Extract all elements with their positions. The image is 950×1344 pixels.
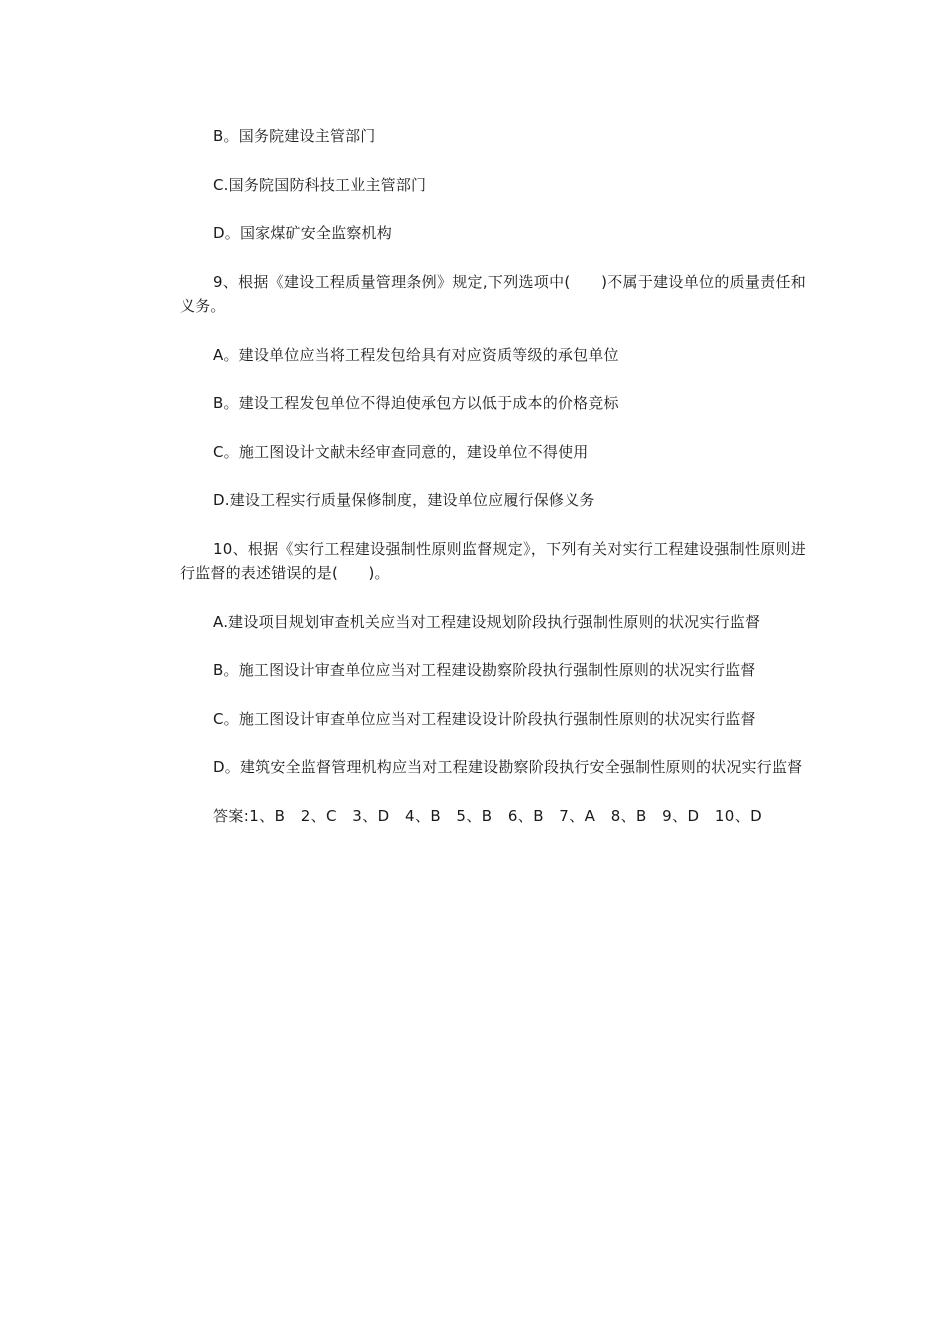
option-8c: C.国务院国防科技工业主管部门 (213, 175, 427, 194)
option-8b: B。国务院建设主管部门 (213, 127, 376, 145)
answer-key: 答案:1、B 2、C 3、D 4、B 5、B 6、B 7、A 8、B 9、D 10、D (213, 806, 763, 825)
option-9d: D.建设工程实行质量保修制度，建设单位应履行保修义务 (213, 491, 595, 509)
option-10c: C。施工图设计审查单位应当对工程建设设计阶段执行强制性原则的状况实行监督 (213, 709, 756, 728)
question-10: 10、根据《实行工程建设强制性原则监督规定》，下列有关对实行工程建设强制性原则进行监督的表述错误的是( )。 (180, 539, 806, 582)
option-10d: D。建筑安全监督管理机构应当对工程建设勘察阶段执行安全强制性原则的状况实行监督 (213, 758, 803, 776)
option-10b: B。施工图设计审查单位应当对工程建设勘察阶段执行强制性原则的状况实行监督 (213, 661, 756, 679)
option-9c: C。施工图设计文献未经审查同意的，建设单位不得使用 (213, 442, 589, 461)
option-10a: A.建设项目规划审查机关应当对工程建设规划阶段执行强制性原则的状况实行监督 (213, 612, 761, 631)
option-8d: D。国家煤矿安全监察机构 (213, 224, 392, 242)
option-9a: A。建设单位应当将工程发包给具有对应资质等级的承包单位 (213, 345, 619, 364)
question-9: 9、根据《建设工程质量管理条例》规定,下列选项中( )不属于建设单位的质量责任和义务。 (180, 272, 806, 315)
document-body (180, 124, 806, 852)
option-9b: B。建设工程发包单位不得迫使承包方以低于成本的价格竞标 (213, 394, 619, 412)
